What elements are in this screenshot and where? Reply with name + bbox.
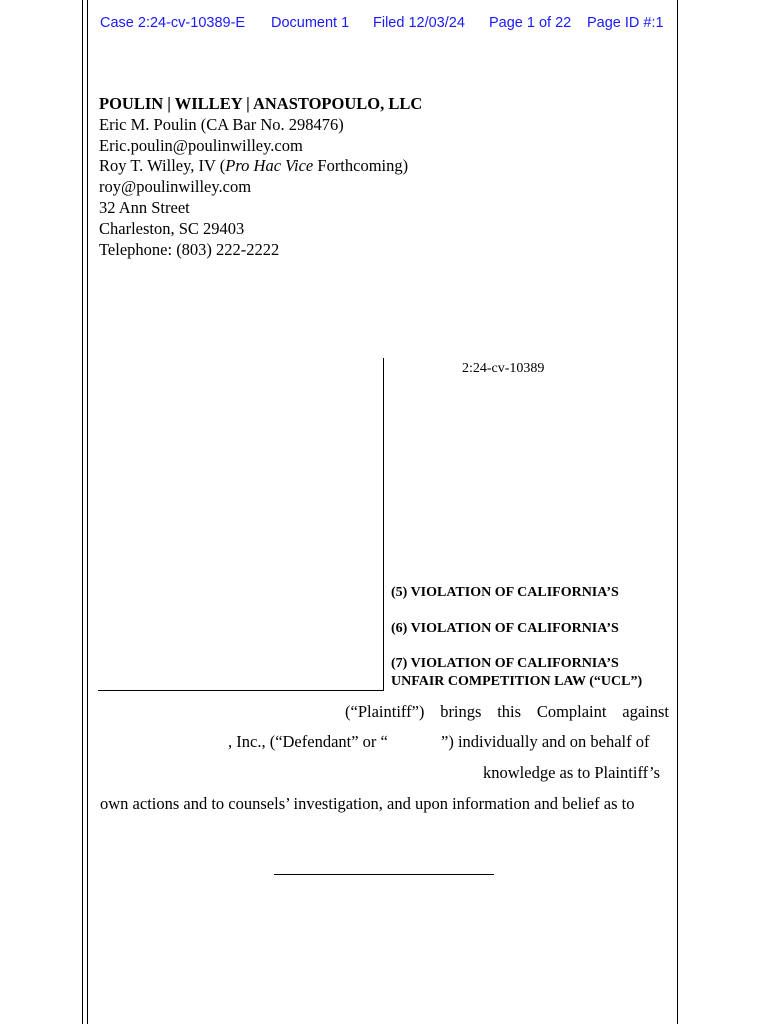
caption-case-number: 2:24-cv-10389 bbox=[462, 361, 545, 376]
ecf-filed-date: Filed 12/03/24 bbox=[373, 15, 465, 31]
attorney-1-email: Eric.poulin@poulinwilley.com bbox=[99, 135, 303, 155]
claim-7-line-1: (7) VIOLATION OF CALIFORNIA’S bbox=[391, 656, 619, 671]
claim-6: (6) VIOLATION OF CALIFORNIA’S bbox=[391, 621, 619, 636]
right-margin-rule bbox=[677, 0, 678, 1024]
pro-hac-vice-text: Pro Hac Vice bbox=[225, 156, 314, 176]
left-margin-rule-outer bbox=[82, 0, 83, 1024]
telephone: Telephone: (803) 222-2222 bbox=[99, 239, 280, 259]
body-line-1 bbox=[345, 702, 669, 722]
attorney-2-name: Roy T. Willey, IV ( bbox=[99, 156, 226, 176]
body-word: (“Plaintiff”) bbox=[345, 702, 425, 721]
law-firm-name: POULIN | WILLEY | ANASTOPOULO, LLC bbox=[99, 94, 423, 113]
attorney-2-email: roy@poulinwilley.com bbox=[99, 177, 252, 197]
street-address: 32 Ann Street bbox=[99, 197, 190, 217]
claim-7-line-2: UNFAIR COMPETITION LAW (“UCL”) bbox=[391, 673, 643, 689]
body-line-2-start: , Inc., (“Defendant” or “ bbox=[228, 732, 388, 751]
ecf-filing-header bbox=[100, 15, 670, 33]
body-word: brings bbox=[440, 702, 482, 721]
body-word: this bbox=[497, 702, 522, 721]
ecf-document-number: Document 1 bbox=[271, 15, 350, 31]
body-word: Complaint bbox=[536, 702, 607, 721]
caption-horizontal-divider bbox=[98, 690, 384, 691]
attorney-block bbox=[99, 94, 519, 260]
body-line-4: own actions and to counsels’ investigation, and upon information and belief as to bbox=[100, 794, 635, 813]
claim-5: (5) VIOLATION OF CALIFORNIA’S bbox=[391, 585, 619, 600]
ecf-case-number: Case 2:24-cv-10389-E bbox=[100, 15, 246, 31]
caption-vertical-divider bbox=[383, 358, 384, 691]
attorney-1-name: Eric M. Poulin (CA Bar No. 298476) bbox=[99, 114, 344, 134]
left-margin-rule-inner bbox=[87, 0, 88, 1024]
claim-7 bbox=[391, 655, 671, 690]
body-word: against bbox=[622, 702, 669, 721]
attorney-2-suffix: Forthcoming) bbox=[313, 156, 409, 176]
ecf-page-count: Page 1 of 22 bbox=[489, 15, 572, 31]
footer-rule bbox=[274, 874, 494, 875]
city-state-zip: Charleston, SC 29403 bbox=[99, 218, 245, 238]
body-line-3: knowledge as to Plaintiff’s bbox=[483, 763, 661, 782]
body-line-2-end: ”) individually and on behalf of bbox=[441, 732, 650, 751]
ecf-page-id: Page ID #:1 bbox=[587, 15, 664, 31]
attorney-2-line bbox=[99, 156, 519, 177]
